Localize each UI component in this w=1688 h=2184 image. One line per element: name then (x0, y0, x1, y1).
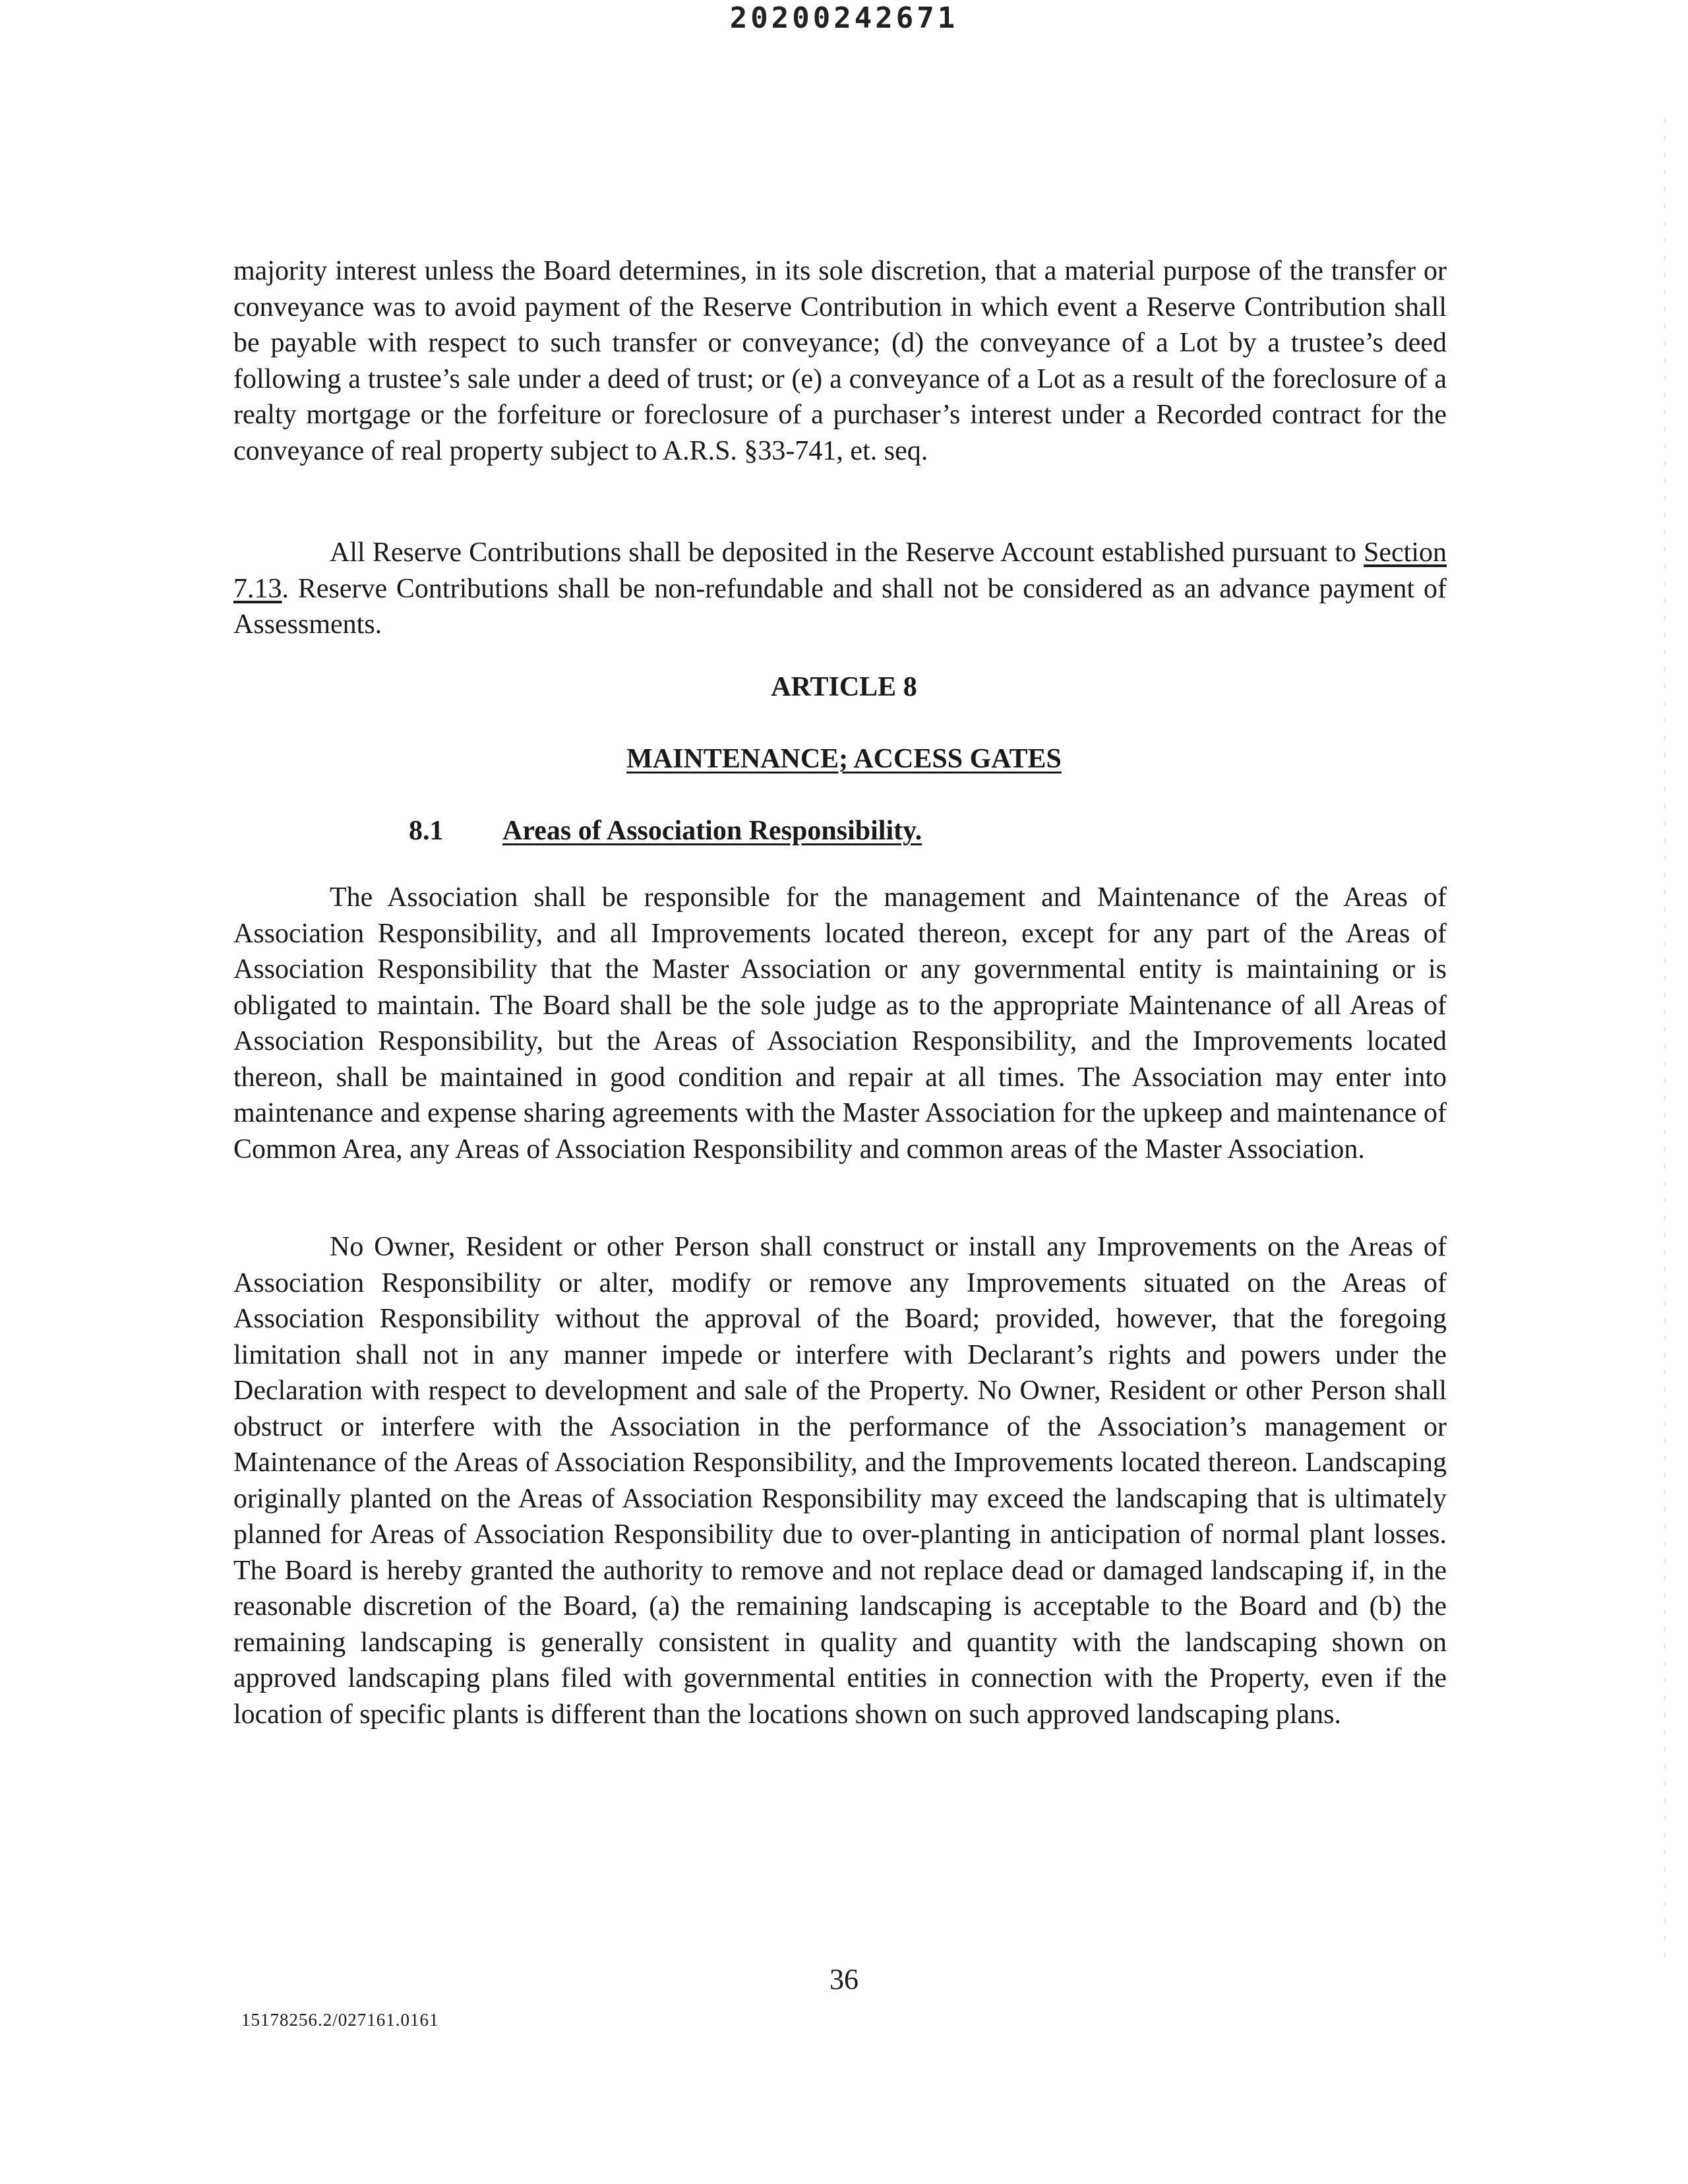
article-title-heading (0, 743, 1688, 775)
paragraph-reserve-deposits (233, 535, 1447, 643)
paragraph-owner-restrictions: No Owner, Resident or other Person shall construct or install any Improvements on the Areas of Association Responsibility or alter, modify or remove any Improvements situated on the Areas of Association Responsibility without the approval of the Board; provided, however, that the foregoing limitation shall not in any manner impede or interfere with Declarant’s rights and powers under the Declaration with respect to development and sale of the Property. No Owner, Resident or other Person shall obstruct or interfere with the Association in the performance of the Association’s management or Maintenance of the Areas of Association Responsibility, and the Improvements located thereon. Landscaping originally planted on the Areas of Association Responsibility may exceed the landscaping that is ultimately planned for Areas of Association Responsibility due to over-planting in anticipation of normal plant losses. The Board is hereby granted the authority to remove and not replace dead or damaged landscaping if, in the reasonable discretion of the Board, (a) the remaining landscaping is acceptable to the Board and (b) the remaining landscaping is generally consistent in quality and quantity with the landscaping shown on approved landscaping plans filed with governmental entities in connection with the Property, even if the location of specific plants is different than the locations shown on such approved landscaping plans. (233, 1232, 1447, 1730)
document-id: 15178256.2/027161.0161 (241, 2010, 439, 2030)
section-reference-link[interactable]: Section 7.13 (233, 537, 1447, 604)
paragraph-reserve-exemptions: majority interest unless the Board determines, in its sole discretion, that a material purpose of the transfer or conveyance was to avoid payment of the Reserve Contribution in which event a Reserve Contribution shall be payable with respect to such transfer or conveyance; (d) the conveyance of a Lot by a trustee’s deed following a trustee’s sale under a deed of trust; or (e) a conveyance of a Lot as a result of the foreclosure of a realty mortgage or the forfeiture or foreclosure of a purchaser’s interest under a Recorded contract for the conveyance of real property subject to A.R.S. §33-741, et. seq. (233, 256, 1447, 466)
article-number-heading: ARTICLE 8 (771, 672, 917, 702)
page-number: 36 (829, 1963, 859, 1995)
article-title-text: MAINTENANCE; ACCESS GATES (626, 744, 1062, 774)
scan-edge-artifact (1664, 119, 1666, 1965)
paragraph-reserve-deposits-text-2: . Reserve Contributions shall be non-refundable and shall not be considered as an advance payment of Assessments. (233, 573, 1447, 640)
paragraph-association-maintenance: The Association shall be responsible for the management and Maintenance of the Areas of Association Responsibility, and all Improvements located thereon, except for any part of the Areas of Association Responsibility that the Master Association or any governmental entity is maintaining or is obligated to maintain. The Board shall be the sole judge as to the appropriate Maintenance of all Areas of Association Responsibility, but the Areas of Association Responsibility, and the Improvements located thereon, shall be maintained in good condition and repair at all times. The Association may enter into maintenance and expense sharing agreements with the Master Association for the upkeep and maintenance of Common Area, any Areas of Association Responsibility and common areas of the Master Association. (233, 882, 1447, 1165)
section-title: Areas of Association Responsibility. (502, 816, 922, 846)
recording-number: 20200242671 (729, 1, 959, 35)
section-number: 8.1 (409, 816, 444, 846)
paragraph-reserve-deposits-text-1: All Reserve Contributions shall be deposited in the Reserve Account established pursuant to (330, 537, 1364, 568)
section-heading (409, 815, 922, 847)
